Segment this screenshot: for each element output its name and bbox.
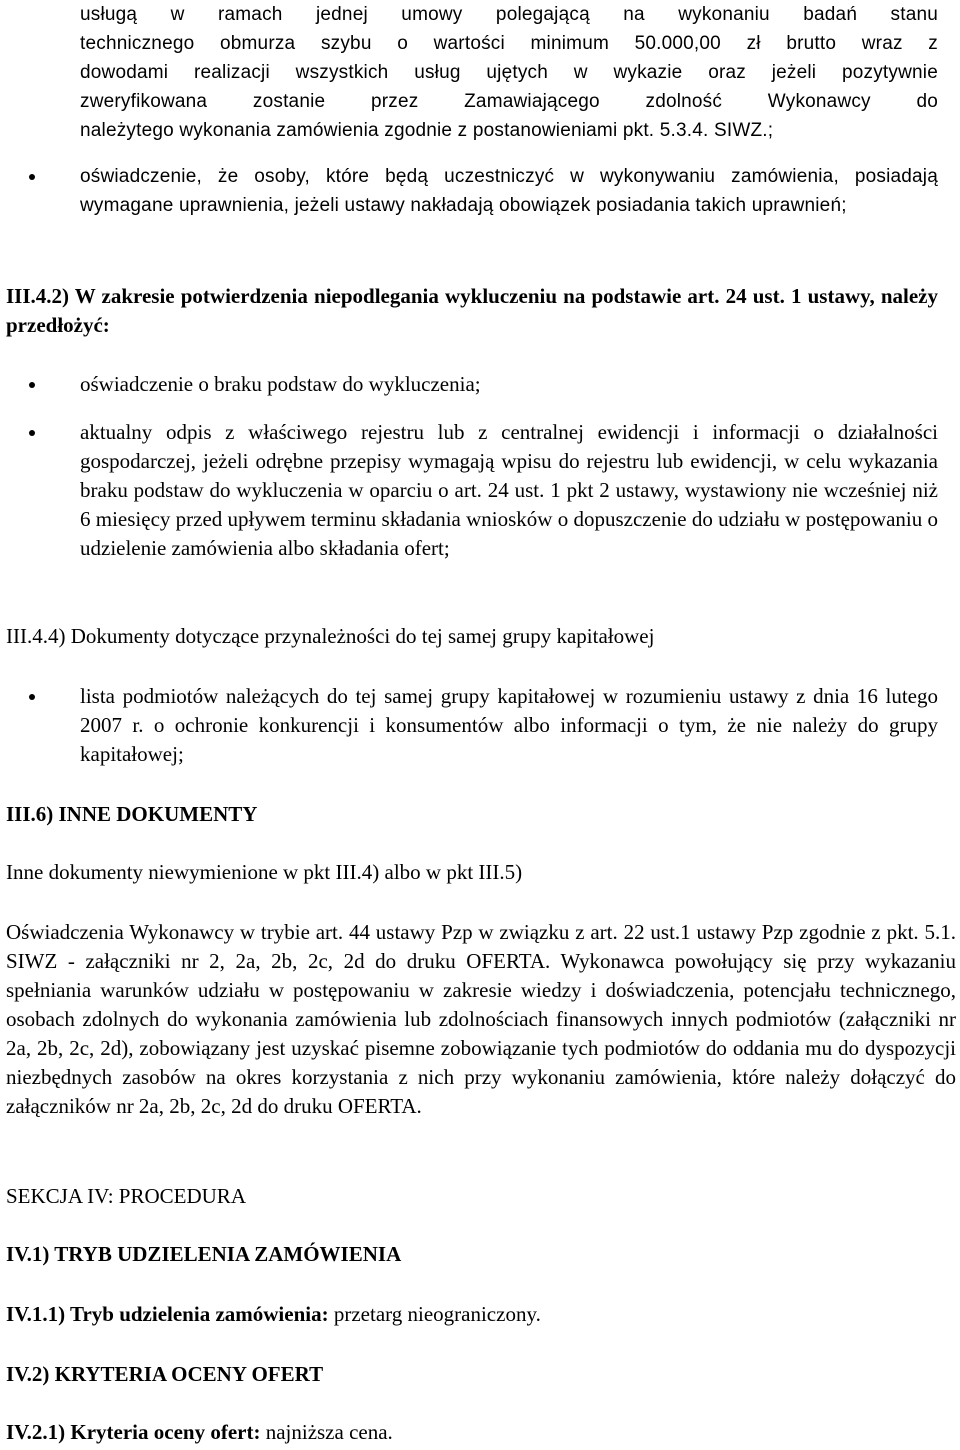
section-heading-iii-4-4 xyxy=(6,622,938,651)
kryteria-oceny-line xyxy=(6,1418,938,1447)
section-heading-iv xyxy=(6,1182,938,1211)
field-value: najniższa cena. xyxy=(260,1420,393,1444)
bullet-item-brak-podstaw xyxy=(80,370,938,399)
paragraph-text xyxy=(6,1418,938,1447)
oswiadczenia-paragraph xyxy=(6,918,956,1121)
section-heading-text: III.6) INNE DOKUMENTY xyxy=(6,802,258,826)
bullet-text: lista podmiotów należących do tej samej grupy kapitałowej w rozumieniu ustawy z dnia 16 lutego 2007 r. o ochronie konkurencji i konsumentów albo informacji o tym, że nie należy do grupy kapitałowej; xyxy=(80,684,938,766)
tryb-udzielenia-line xyxy=(6,1300,938,1329)
bullet-icon xyxy=(29,174,35,180)
section-heading-text: III.4.2) W zakresie potwierdzenia niepodlegania wykluczeniu na podstawie art. 24 ust. 1 ustawy, należy przedłożyć: xyxy=(6,284,938,337)
bullet-item-odpis-rejestru xyxy=(80,418,938,563)
continuation-line-3: dowodami realizacji wszystkich usług ujętych w wykazie oraz jeżeli pozytywnie xyxy=(80,62,938,83)
bullet-text: aktualny odpis z właściwego rejestru lub z centralnej ewidencji i informacji o działalności gospodarczej, jeżeli odrębne przepisy wymagają wpisu do rejestru lub ewidencji, w celu wykazania braku podstaw do wykluczenia w oparciu o art. 24 ust. 1 pkt 2 ustawy, wystawiony nie wcześniej niż 6 miesięcy przed upływem terminu składania wniosków o dopuszczenie do udziału w postępowaniu o udzielenie zamówienia albo składania ofert; xyxy=(80,420,938,560)
section-heading-iii-6 xyxy=(6,800,938,829)
section-heading-iv-2 xyxy=(6,1360,938,1389)
continuation-line-4: zweryfikowana zostanie przez Zamawiającego zdolność Wykonawcy do xyxy=(80,91,938,112)
section-heading-iv-1 xyxy=(6,1240,938,1269)
paragraph-text xyxy=(6,1300,938,1329)
section-heading-iii-4-2 xyxy=(6,282,938,340)
bullet-item-lista-podmiotow xyxy=(80,682,938,769)
section-heading-text: IV.2) KRYTERIA OCENY OFERT xyxy=(6,1362,324,1386)
field-label: IV.1.1) Tryb udzielenia zamówienia: xyxy=(6,1302,329,1326)
continuation-line-2: technicznego obmurza szybu o wartości minimum 50.000,00 zł brutto wraz z xyxy=(80,33,938,54)
continuation-line-5: należytego wykonania zamówienia zgodnie z postanowieniami pkt. 5.3.4. SIWZ.; xyxy=(80,120,774,141)
bullet-icon xyxy=(29,382,35,388)
section-heading-text: SEKCJA IV: PROCEDURA xyxy=(6,1184,246,1208)
section-heading-text: III.4.4) Dokumenty dotyczące przynależności do tej samej grupy kapitałowej xyxy=(6,624,655,648)
section-heading-text: IV.1) TRYB UDZIELENIA ZAMÓWIENIA xyxy=(6,1242,402,1266)
bullet-item-osoby xyxy=(80,162,938,220)
continuation-line-1: usługą w ramach jednej umowy polegającą na wykonaniu badań stanu xyxy=(80,4,938,25)
inne-dokumenty-line xyxy=(6,858,938,887)
paragraph-text: Oświadczenia Wykonawcy w trybie art. 44 ustawy Pzp w związku z art. 22 ust.1 ustawy Pzp zgodnie z pkt. 5.1. SIWZ - załączniki nr 2, 2a, 2b, 2c, 2d do druku OFERTA. Wykonawca powołujący się przy wykazaniu spełniania warunków udziału w postępowaniu w zakresie wiedzy i doświadczenia, potencjału technicznego, osobach zdolnych do wykonania zamówienia lub zdolnościach finansowych innych podmiotów (załączniki nr 2a, 2b, 2c, 2d), zobowiązany jest uzyskać pisemne zobowiązanie tych podmiotów do oddania mu do dyspozycji niezbędnych zasobów na okres korzystania z nich przy wykonaniu zamówienia, które należy dołączyć do załączników nr 2a, 2b, 2c, 2d do druku OFERTA. xyxy=(6,920,956,1118)
bullet-icon xyxy=(29,430,35,436)
bullet-continuation-text xyxy=(80,0,938,145)
bullet-text: oświadczenie, że osoby, które będą uczestniczyć w wykonywaniu zamówienia, posiadają wymagane uprawnienia, jeżeli ustawy nakładają obowiązek posiadania takich uprawnień; xyxy=(80,166,938,216)
field-value: przetarg nieograniczony. xyxy=(328,1302,541,1326)
bullet-icon xyxy=(29,694,35,700)
paragraph-text: Inne dokumenty niewymienione w pkt III.4) albo w pkt III.5) xyxy=(6,860,523,884)
field-label: IV.2.1) Kryteria oceny ofert: xyxy=(6,1420,261,1444)
bullet-text: oświadczenie o braku podstaw do wykluczenia; xyxy=(80,372,481,396)
